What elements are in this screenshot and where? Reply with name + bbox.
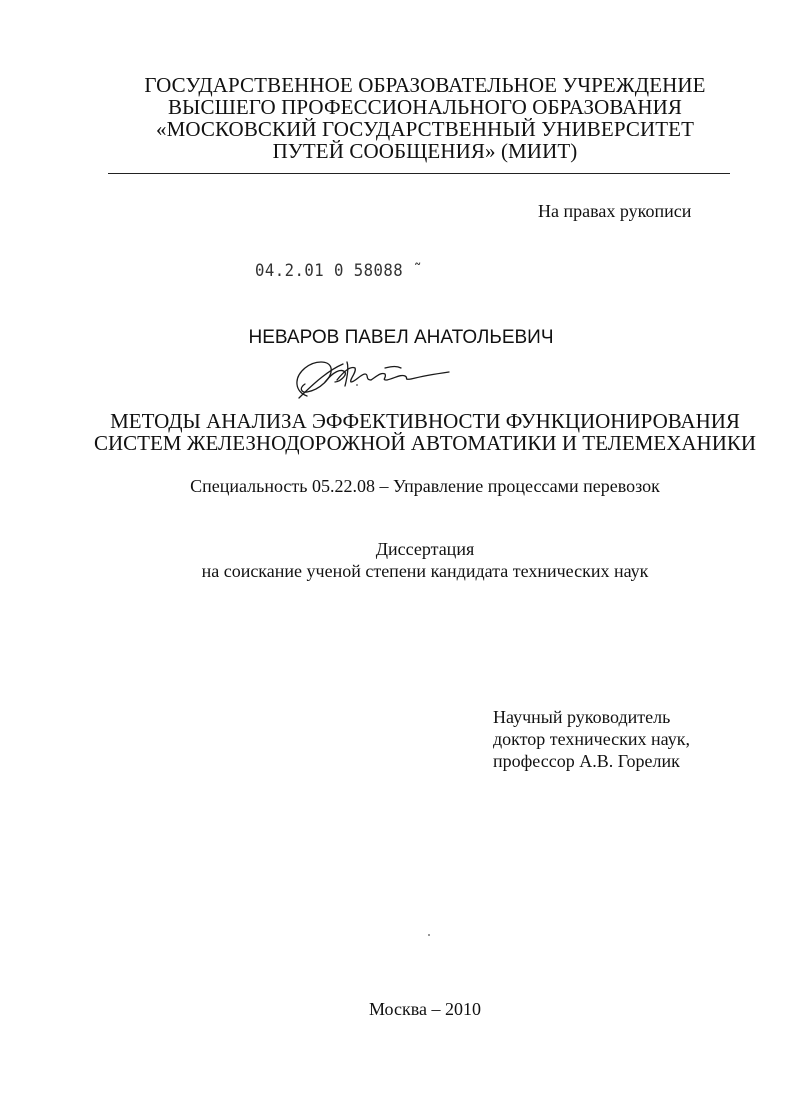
scan-speck bbox=[356, 384, 358, 386]
registration-number: 04.2.01 0 58088 ˜ bbox=[255, 261, 423, 281]
title-line: МЕТОДЫ АНАЛИЗА ЭФФЕКТИВНОСТИ ФУНКЦИОНИРОВАНИЯ bbox=[110, 409, 740, 433]
supervisor-line: доктор технических наук, bbox=[493, 729, 690, 749]
institution-line: ПУТЕЙ СООБЩЕНИЯ» (МИИТ) bbox=[272, 139, 578, 163]
supervisor-line: Научный руководитель bbox=[493, 707, 671, 727]
title-line: СИСТЕМ ЖЕЛЕЗНОДОРОЖНОЙ АВТОМАТИКИ И ТЕЛЕМЕХАНИКИ bbox=[93, 431, 757, 455]
scan-speck bbox=[428, 934, 430, 936]
institution-line: ВЫСШЕГО ПРОФЕССИОНАЛЬНОГО ОБРАЗОВАНИЯ bbox=[167, 95, 683, 119]
author-name bbox=[100, 327, 750, 349]
dissertation-block bbox=[60, 538, 790, 582]
supervisor-line: профессор А.В. Горелик bbox=[493, 751, 680, 771]
dissertation-heading: Диссертация bbox=[375, 539, 475, 559]
supervisor-block bbox=[493, 706, 690, 772]
header-divider bbox=[108, 173, 730, 174]
city-year: Москва – 2010 bbox=[369, 999, 481, 1019]
author-name-text: НЕВАРОВ ПАВЕЛ АНАТОЛЬЕВИЧ bbox=[248, 327, 554, 348]
manuscript-note: На правах рукописи bbox=[538, 201, 692, 221]
degree-line: на соискание ученой степени кандидата технических наук bbox=[201, 561, 649, 581]
dissertation-title bbox=[60, 410, 790, 454]
institution-header bbox=[100, 74, 750, 162]
institution-line: «МОСКОВСКИЙ ГОСУДАРСТВЕННЫЙ УНИВЕРСИТЕТ bbox=[155, 117, 695, 141]
signature-image bbox=[285, 352, 455, 404]
institution-line: ГОСУДАРСТВЕННОЕ ОБРАЗОВАТЕЛЬНОЕ УЧРЕЖДЕНИЕ bbox=[144, 73, 706, 97]
speciality: Специальность 05.22.08 – Управление процессами перевозок bbox=[190, 476, 660, 496]
